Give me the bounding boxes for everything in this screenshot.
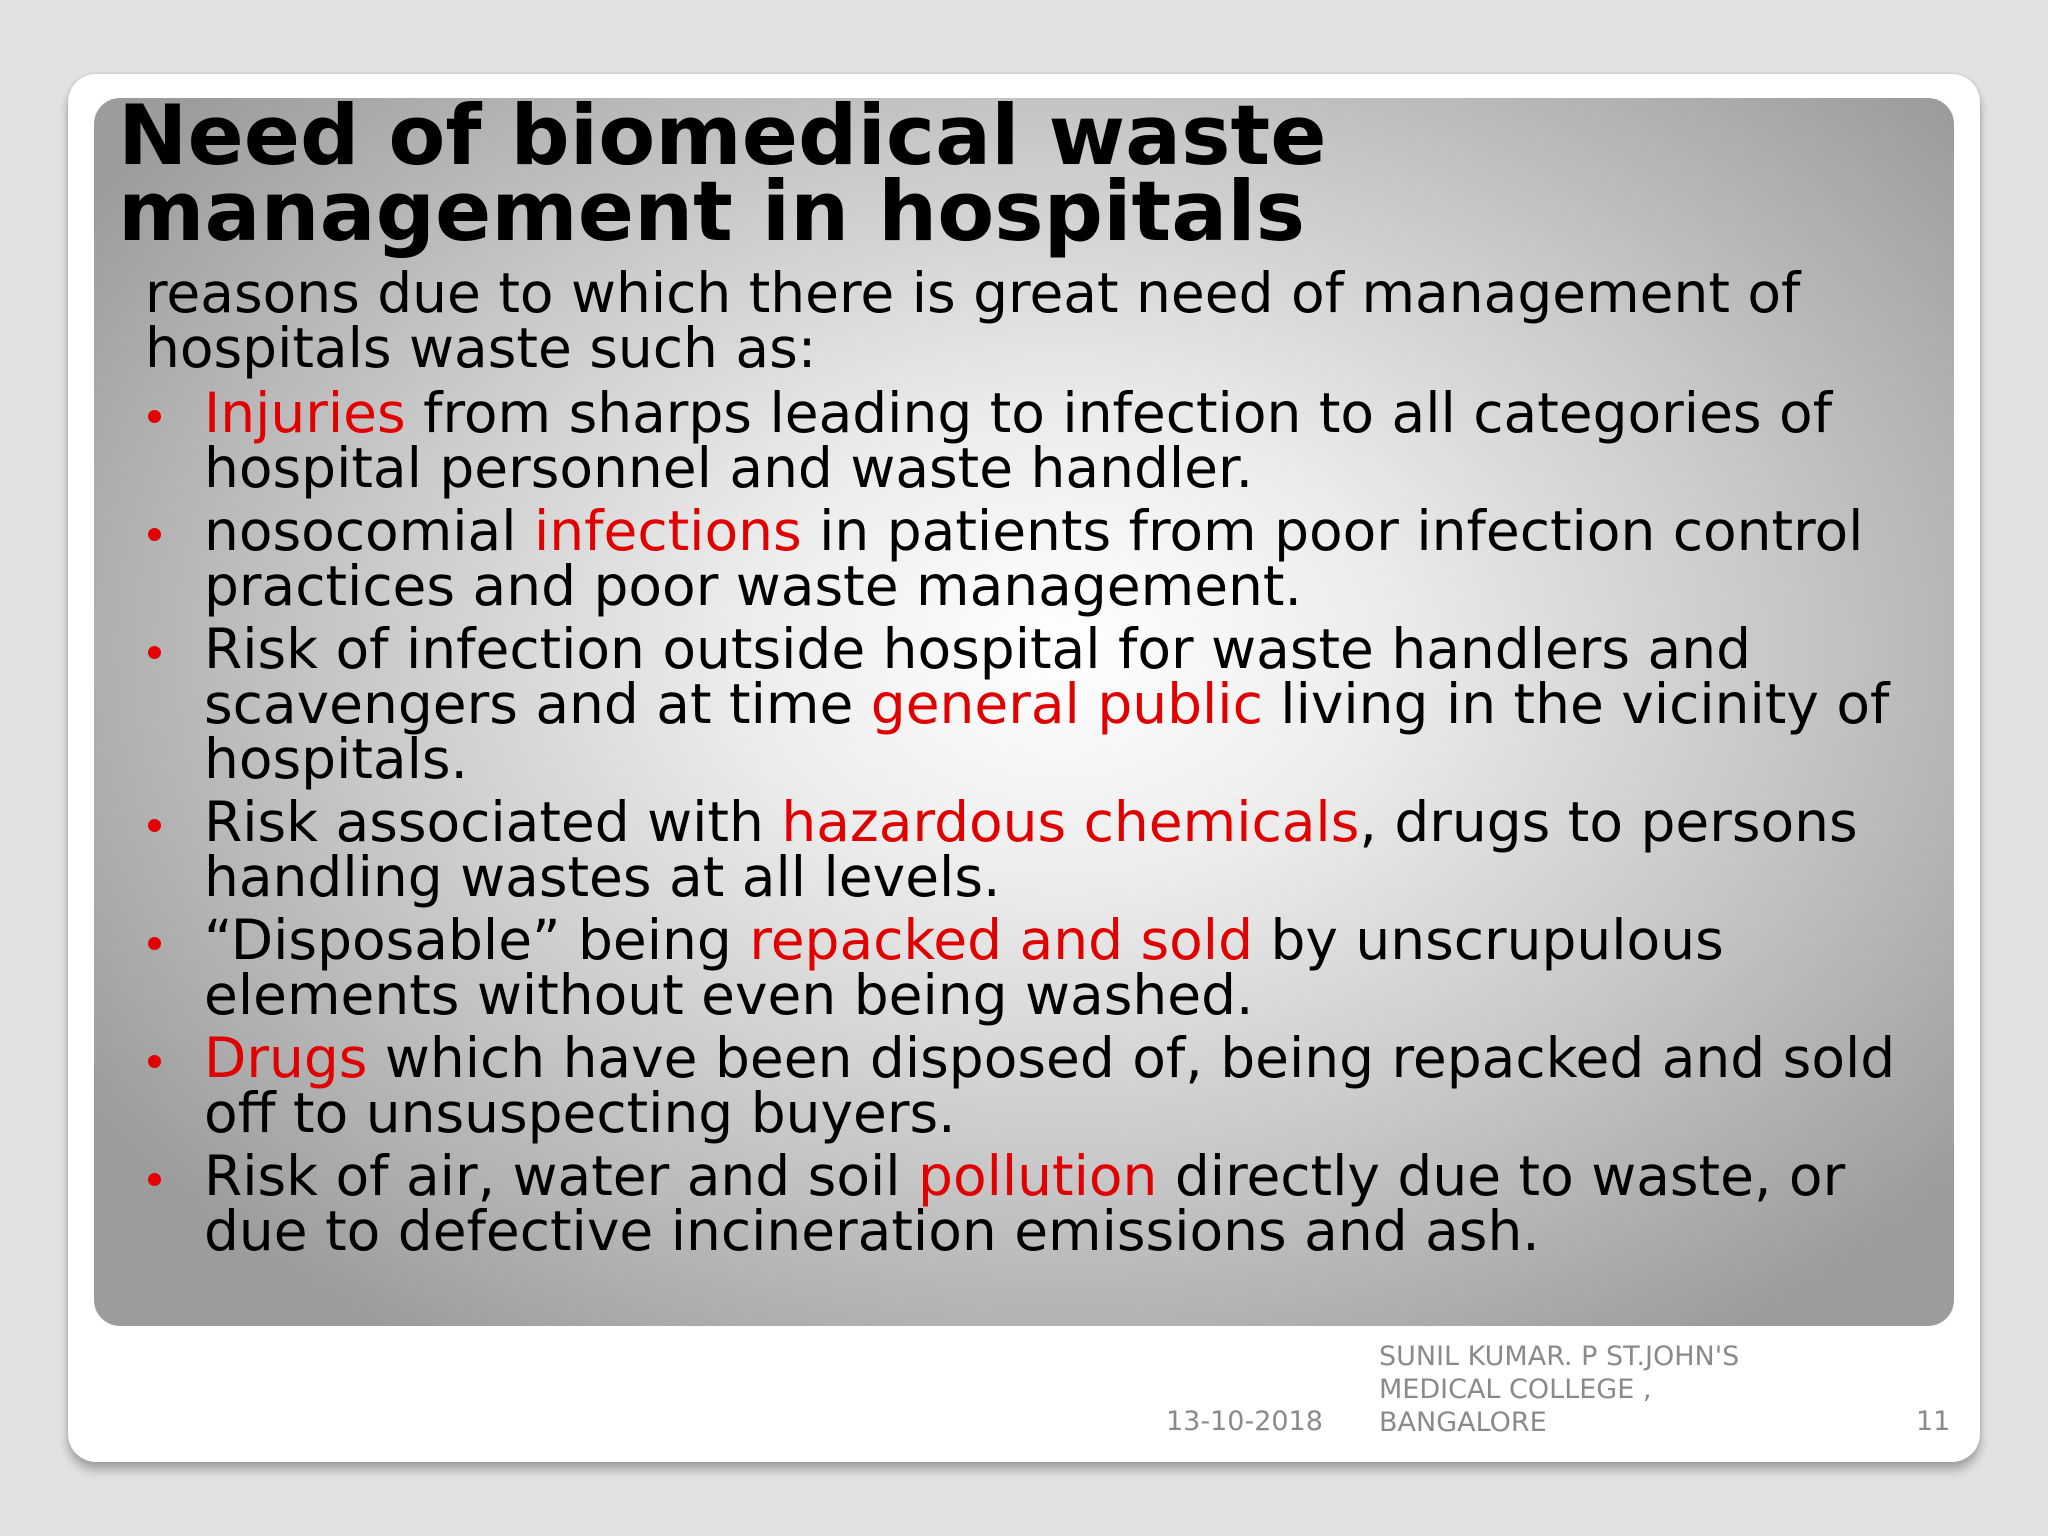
bullet-text: by unscrupulous elements without even being washed. <box>204 908 1724 1027</box>
bullet-text: directly due to waste, or due to defective incineration emissions and ash. <box>204 1144 1846 1263</box>
slide-body <box>145 261 1935 1267</box>
bullet-text: Risk of infection outside hospital for waste handlers and scavengers and at time <box>204 617 1752 736</box>
bullet-item <box>145 381 1935 500</box>
bullet-item <box>145 908 1935 1027</box>
bullet-item <box>145 617 1935 791</box>
bullet-text: Risk of air, water and soil <box>204 1144 919 1208</box>
bullet-item <box>145 790 1935 909</box>
bullet-highlight: repacked and sold <box>749 908 1253 972</box>
bullet-item <box>145 499 1935 618</box>
bullet-text: “Disposable” being <box>204 908 750 972</box>
bullet-highlight: general public <box>870 672 1263 736</box>
slide-title: Need of biomedical waste management in hospitals <box>118 87 1327 260</box>
bullet-item <box>145 1144 1935 1263</box>
footer-author: SUNIL KUMAR. P ST.JOHN'S MEDICAL COLLEGE , BANGALORE <box>1379 1341 1740 1438</box>
bullet-text: which have been disposed of, being repacked and sold off to unsuspecting buyers. <box>204 1026 1896 1145</box>
bullet-list <box>145 381 1935 1263</box>
slide-number: 11 <box>1916 1406 1951 1437</box>
bullet-text: in patients from poor infection control practices and poor waste management. <box>204 499 1864 618</box>
bullet-dot-icon <box>148 937 161 950</box>
bullet-dot-icon <box>148 528 161 541</box>
bullet-highlight: Drugs <box>204 1026 368 1090</box>
bullet-text: Risk associated with <box>204 790 782 854</box>
bullet-text: from sharps leading to infection to all categories of hospital personnel and waste handler. <box>204 381 1833 500</box>
bullet-dot-icon <box>148 1055 161 1068</box>
bullet-text: nosocomial <box>204 499 535 563</box>
footer-date: 13-10-2018 <box>1166 1406 1323 1437</box>
bullet-highlight: hazardous chemicals <box>781 790 1360 854</box>
bullet-dot-icon <box>148 819 161 832</box>
bullet-highlight: pollution <box>918 1144 1158 1208</box>
bullet-dot-icon <box>148 1173 161 1186</box>
bullet-text: living in the vicinity of hospitals. <box>204 672 1890 791</box>
bullet-highlight: infections <box>534 499 802 563</box>
bullet-dot-icon <box>148 410 161 423</box>
bullet-item <box>145 1026 1935 1145</box>
bullet-dot-icon <box>148 646 161 659</box>
intro-text: reasons due to which there is great need of management of hospitals waste such as: <box>145 261 1801 380</box>
bullet-highlight: Injuries <box>204 381 406 445</box>
bullet-text: , drugs to persons handling wastes at all levels. <box>204 790 1858 909</box>
